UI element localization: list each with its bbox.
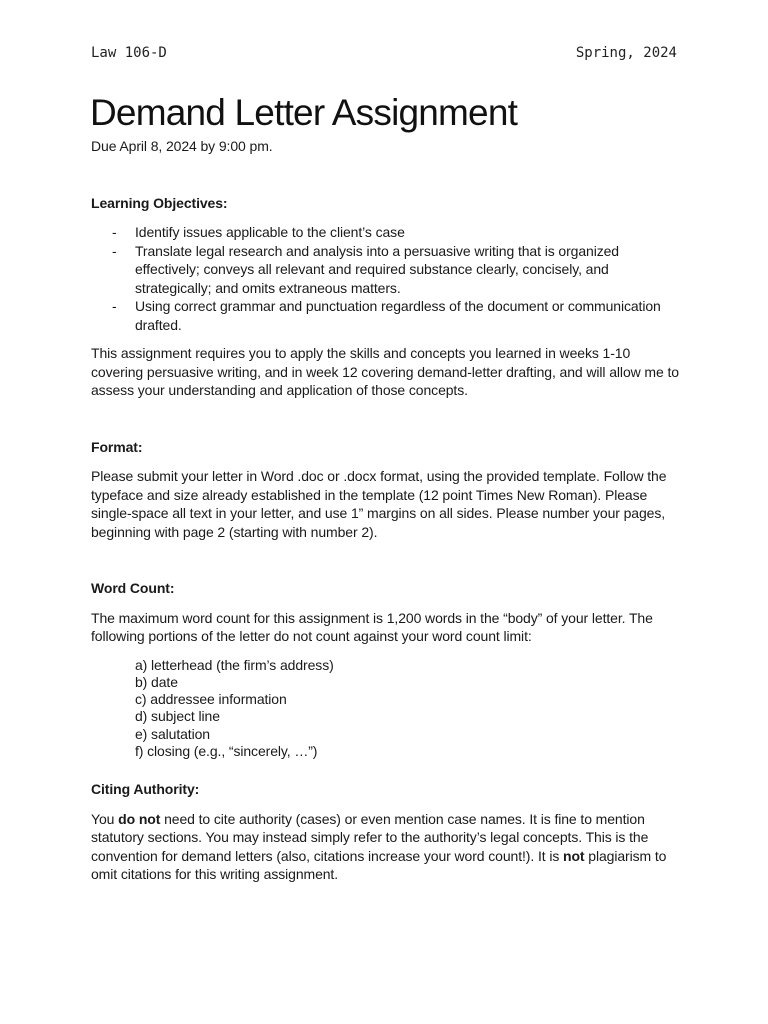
- list-item: - Using correct grammar and punctuation regardless of the document or communication drafted.: [135, 297, 681, 334]
- term: Spring, 2024: [575, 45, 677, 61]
- document-title: Demand Letter Assignment: [90, 92, 518, 133]
- format-heading: Format:: [91, 438, 143, 455]
- citing-authority-paragraph: [91, 810, 681, 884]
- list-item: e) salutation: [135, 725, 210, 742]
- list-item: d) subject line: [135, 708, 220, 725]
- citing-text: need to cite authority (cases) or even mention case names. It is fine to mention statutory sections. You may instead simply refer to the authority’s legal concepts. This is the convention for demand letters (also, citations increase your word count!). It is: [91, 810, 649, 864]
- format-paragraph: Please submit your letter in Word .doc or .docx format, using the provided template. Follow the typeface and size already established in the template (12 point Times New Roman). Please single-space all text in your letter, and use 1” margins on all sides. Please number your pages, beginning with page 2 (starting with number 2).: [91, 468, 667, 540]
- list-item: b) date: [135, 673, 178, 690]
- page-header: [91, 45, 677, 61]
- course-code: Law 106-D: [91, 45, 167, 61]
- word-count-paragraph: The maximum word count for this assignment is 1,200 words in the “body” of your letter. The following portions of the letter do not count against your word count limit:: [91, 609, 653, 644]
- list-item: a) letterhead (the firm’s address): [135, 656, 334, 673]
- list-item: c) addressee information: [135, 691, 287, 708]
- list-item: - Identify issues applicable to the client’s case: [135, 223, 681, 242]
- document-body: [91, 137, 681, 884]
- citing-emphasis-not: not: [563, 847, 585, 864]
- citing-text: plagiarism to omit citations for this writing assignment.: [91, 847, 667, 883]
- learning-objectives-heading: Learning Objectives:: [91, 194, 228, 211]
- word-count-heading: Word Count:: [91, 580, 175, 596]
- citing-emphasis-do-not: do not: [118, 810, 161, 827]
- objectives-paragraph: This assignment requires you to apply the skills and concepts you learned in weeks 1-10 covering persuasive writing, and in week 12 covering demand-letter drafting, and will allow me to assess your understanding and application of those concepts.: [91, 345, 679, 398]
- due-date: Due April 8, 2024 by 9:00 pm.: [91, 138, 273, 154]
- list-item: - Translate legal research and analysis into a persuasive writing that is organized effectively; conveys all relevant and required substance clearly, concisely, and strategically; and omits extraneous matters.: [135, 242, 681, 298]
- citing-authority-heading: Citing Authority:: [91, 781, 200, 798]
- citing-text: You: [91, 810, 119, 827]
- excluded-portions-list: [91, 657, 681, 761]
- list-item: f) closing (e.g., “sincerely, …”): [135, 742, 318, 759]
- objectives-list: [91, 223, 681, 334]
